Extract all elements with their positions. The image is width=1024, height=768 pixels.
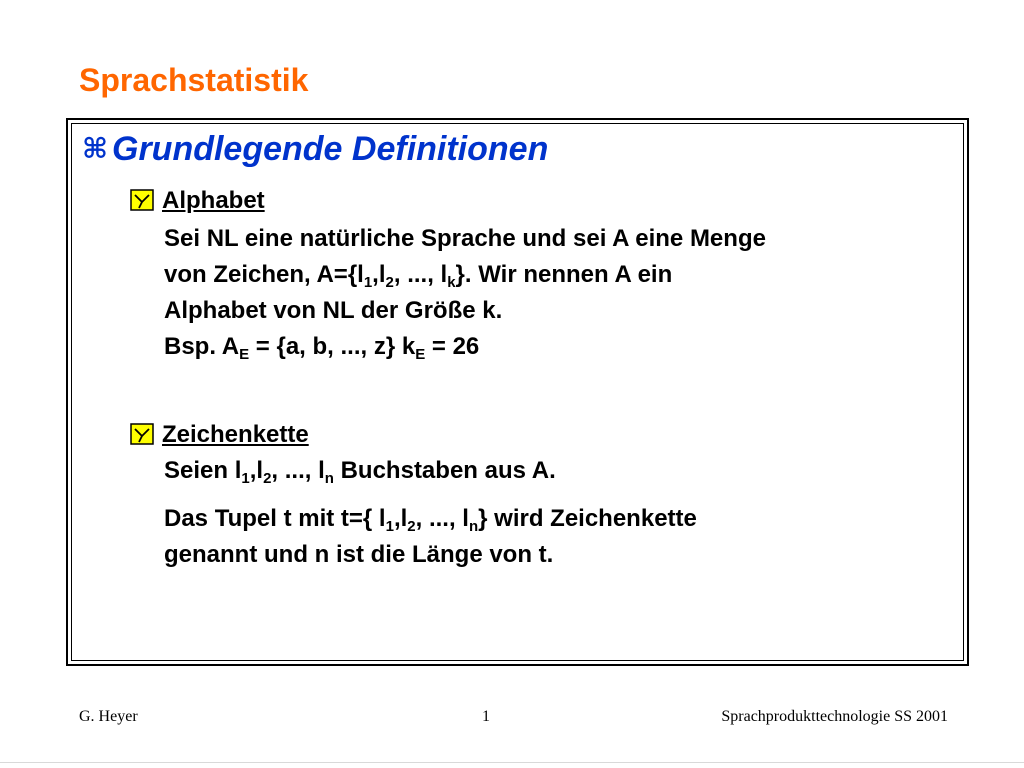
footer-page-number: 1: [482, 708, 490, 725]
slide-title: Sprachstatistik: [79, 62, 309, 98]
command-key-bullet-icon: ⌘: [82, 133, 108, 164]
section-heading-text: Grundlegende Definitionen: [112, 130, 549, 168]
alphabet-line-3: Alphabet von NL der Größe k.: [164, 297, 503, 324]
subsection-alphabet-label: Alphabet: [162, 187, 265, 214]
zeichenkette-line-1: Seien $l_1,l_2$, ..., $l_n$ Buchstaben aus A.: [164, 457, 556, 487]
alphabet-definition: [164, 221, 766, 365]
alphabet-line-2: von Zeichen, $A=\{l_1,l_2$, ..., $l_k$}. Wir nennen A ein: [164, 261, 673, 291]
section-heading: [82, 130, 548, 169]
alphabet-line-1: Sei NL eine natürliche Sprache und sei A eine Menge: [164, 225, 766, 252]
checkbox-y-bullet-icon: [130, 423, 154, 445]
alphabet-example: Bsp. $A_E = \{a$, b, ..., z} $k_E = 26$: [164, 333, 480, 363]
zeichenkette-line-2: Das Tupel t mit t={ $l_1,l_2$, ..., $l_n$} wird Zeichenkette: [164, 505, 697, 535]
footer-author: G. Heyer: [79, 708, 138, 725]
zeichenkette-line-3: genannt und n ist die Länge von t.: [164, 541, 554, 568]
checkbox-y-bullet-icon: [130, 189, 154, 211]
footer-course: Sprachprodukttechnologie SS 2001: [721, 708, 948, 725]
subsection-alphabet: [130, 187, 265, 215]
zeichenkette-definition: [164, 501, 697, 573]
subsection-zeichenkette-label: Zeichenkette: [162, 421, 309, 448]
bottom-divider: [0, 762, 1024, 763]
subsection-zeichenkette: [130, 421, 309, 449]
